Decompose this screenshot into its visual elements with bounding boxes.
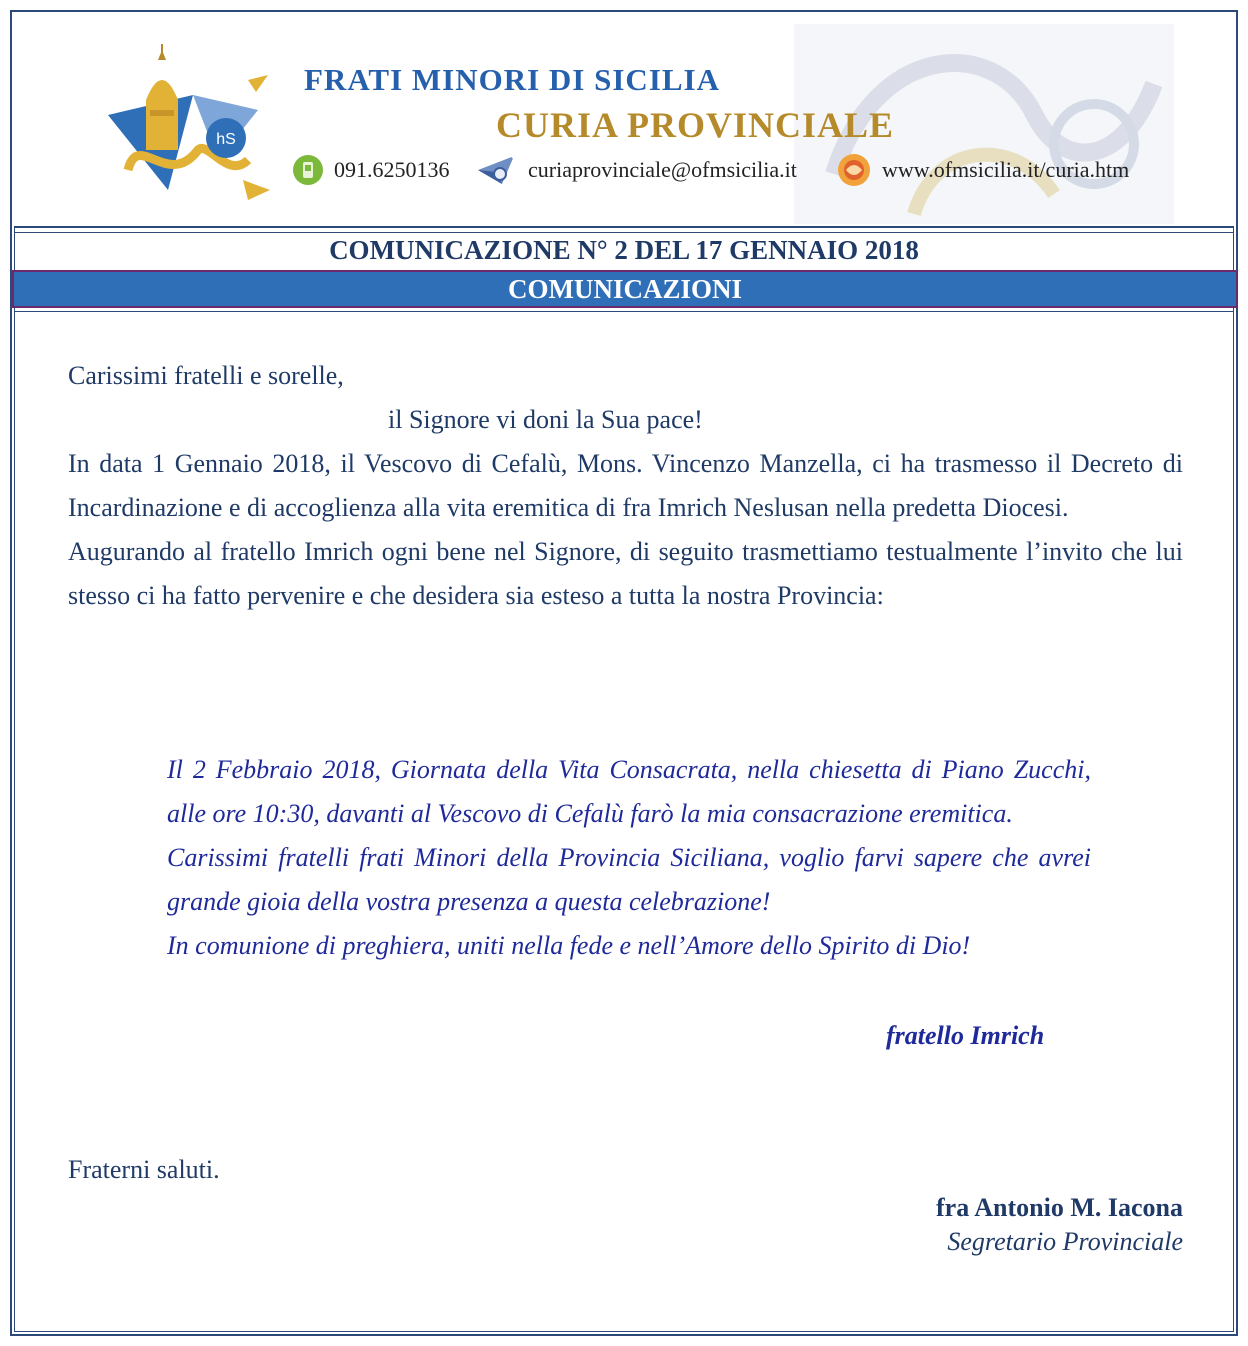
quote-line-3: In comunione di preghiera, uniti nella fede e nell’Amore dello Spirito di Dio! [167,931,971,960]
section-header-bar [12,270,1238,308]
email-address[interactable]: curiaprovinciale@ofmsicilia.it [528,157,797,182]
website-url[interactable]: www.ofmsicilia.it/curia.htm [882,157,1130,182]
signer-name: fra Antonio M. Iacona [936,1193,1183,1222]
greeting: Carissimi fratelli e sorelle, [68,361,344,390]
web-globe-icon [836,152,872,188]
email-contact [474,150,797,190]
phone-contact [292,150,450,190]
letter-greeting-block [68,354,1183,618]
quote-line-2: Carissimi fratelli frati Minori della Provincia Siciliana, voglio farvi sapere che avrei grande gioia della vostra presenza a questa celebrazione! [167,843,1091,916]
email-icon [474,152,518,188]
phone-number: 091.6250136 [334,157,450,182]
quote-signature: fratello Imrich [886,1021,1045,1050]
section-title: COMUNICAZIONI [507,274,742,304]
paragraph-invitation: Augurando al fratello Imrich ogni bene nel Signore, di seguito trasmettiamo testualmente l’invito che lui stesso ci ha fatto pervenire e che desidera sia esteso a tutta la nostra Provincia: [68,537,1183,610]
invitation-quote [167,748,1091,968]
website-contact [836,150,1129,190]
franciscan-logo [98,40,278,215]
closing: Fraterni saluti. [68,1155,220,1184]
blessing: il Signore vi doni la Sua pace! [388,405,703,434]
signer-role: Segretario Provinciale [947,1227,1183,1256]
organization-name: FRATI MINORI DI SICILIA [304,62,721,97]
organization-subtitle: CURIA PROVINCIALE [496,105,895,145]
paragraph-decree: In data 1 Gennaio 2018, il Vescovo di Cefalù, Mons. Vincenzo Manzella, ci ha trasmesso il Decreto di Incardinazione e di accoglienza alla vita eremitica di fra Imrich Neslusan nella predetta Diocesi. [68,449,1183,522]
communication-title-row [14,232,1234,268]
phone-icon [292,154,324,186]
communication-title: COMUNICAZIONE N° 2 DEL 17 GENNAIO 2018 [329,235,919,265]
letterhead [14,14,1234,228]
svg-text:hS: hS [216,131,236,148]
quote-line-1: Il 2 Febbraio 2018, Giornata della Vita Consacrata, nella chiesetta di Piano Zucchi, alle ore 10:30, davanti al Vescovo di Cefalù farò la mia consacrazione eremitica. [167,755,1091,828]
divider [14,311,1234,312]
